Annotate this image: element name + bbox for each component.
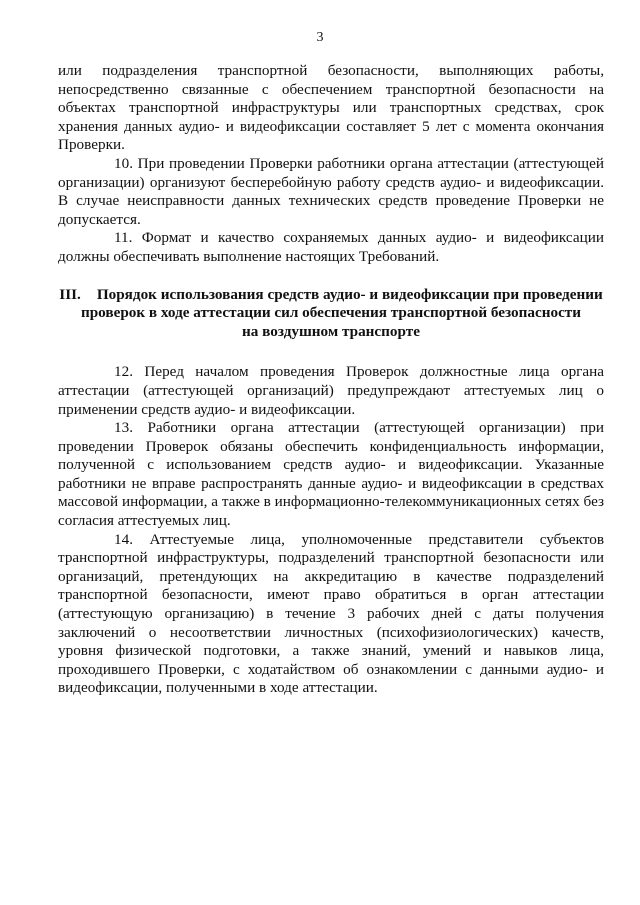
paragraph-14: 14. Аттестуемые лица, уполномоченные представители субъектов транспортной инфраструктуры, подразделений транспортной безопасности или организаций, претендующих на аккредитацию в качестве подразделений транспортной безопасности, имеют право обратиться в орган аттестации (аттестующую организацию) в течение 3 рабочих дней с даты получения заключений о несоответствии личностных (психофизиологических) качеств, уровня физической подготовки, а также знаний, умений и навыков лица, проходившего Проверки, с ходатайством об ознакомлении с данными аудио- и видеофиксации, полученными в ходе аттестации. <box>58 530 604 697</box>
section-title-line-3: на воздушном транспорте <box>242 322 420 340</box>
paragraph-11: 11. Формат и качество сохраняемых данных аудио- и видеофиксации должны обеспечивать выполнение настоящих Требований. <box>58 229 604 265</box>
paragraph-10: 10. При проведении Проверки работники органа аттестации (аттестующей организации) организуют бесперебойную работу средств аудио- и видеофиксации. В случае неисправности данных технических средств проведение Проверки не допускается. <box>58 154 604 228</box>
section-title-line-1: Порядок использования средств аудио- и видеофиксации при проведении <box>96 285 603 303</box>
section-heading <box>58 286 604 342</box>
paragraph-12: 12. Перед началом проведения Проверок должностные лица органа аттестации (аттестующей организаций) предупреждают аттестуемых лиц о применении средств аудио- и видеофиксации. <box>58 363 604 418</box>
paragraph-continuation: или подразделения транспортной безопасности, выполняющих работы, непосредственно связанные с обеспечением транспортной безопасности на объектах транспортной инфраструктуры или транспортных средствах, срок хранения данных аудио- и видеофиксации составляет 5 лет с момента окончания Проверки. <box>58 62 604 154</box>
document-body <box>58 62 604 698</box>
paragraph-13: 13. Работники органа аттестации (аттестующей организации) при проведении Проверок обязаны обеспечить конфиденциальность информации, полученной с использованием средств аудио- и видеофиксации. Указанные работники не вправе распространять данные аудио- и видеофиксации в средствах массовой информации, а также в информационно-телекоммуникационных сетях без согласия аттестуемых лиц. <box>58 419 604 530</box>
section-number: III. <box>59 285 81 303</box>
section-heading-line-1 <box>58 286 604 305</box>
section-title-line-2: проверок в ходе аттестации сил обеспечения транспортной безопасности <box>80 304 582 322</box>
page-number: 3 <box>316 30 324 45</box>
